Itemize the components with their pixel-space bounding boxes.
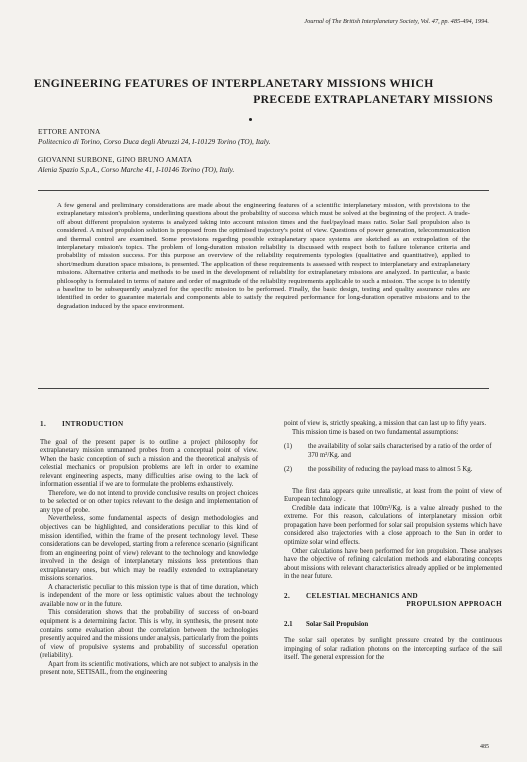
subsection-number: 2.1 xyxy=(284,620,293,628)
paragraph: The first data appears quite unrealistic, at least from the point of view of European technology . xyxy=(284,487,502,504)
author-block-1 xyxy=(38,127,271,147)
section-number: 2. xyxy=(284,591,291,600)
list-text: the availability of solar sails characterised by a ratio of the order of 370 m²/Kg. and xyxy=(308,443,492,459)
paragraph: This mission time is based on two fundamental assumptions: xyxy=(292,428,459,436)
list-text: the possibility of reducing the payload mass to almost 5 Kg. xyxy=(308,466,473,474)
right-column xyxy=(284,420,502,663)
paragraph: A characteristic peculiar to this mission type is that of time duration, which is independent of the more or less optimistic values about the technology available now or in the future. xyxy=(40,583,258,608)
section-title-line-1: CELESTIAL MECHANICS AND xyxy=(306,591,419,600)
paragraph: Apart from its scientific motivations, which are not subject to analysis in the present note, SETISAIL, from the engineering xyxy=(40,660,258,677)
bottom-divider xyxy=(38,388,489,389)
title-line-2: PRECEDE EXTRAPLANETARY MISSIONS xyxy=(253,93,493,106)
page-number: 485 xyxy=(480,744,489,750)
author-names: ETTORE ANTONA xyxy=(38,127,101,136)
decorative-dot xyxy=(249,118,252,121)
section-number: 1. xyxy=(40,420,47,428)
author-names: GIOVANNI SURBONE, GINO BRUNO AMATA xyxy=(38,155,193,164)
paragraph: Nevertheless, some fundamental aspects of design methodologies and objectives can be highlighted, and considerations peculiar to this kind of mission identified, within the frame of the present technology level. These considerations can be developed, starting from a reference scenario (significant from an engineering point of view) relevant to the technology and knowledge involved in the design of interplanetary missions less pretentious than extraplanetary ones, but which may be readily extended to extraplanetary missions scenarios. xyxy=(40,515,258,583)
paragraph: The solar sail operates by sunlight pressure created by the continuous impinging of solar radiation photons on the intercepting surface of the sail itself. The general expression for the xyxy=(284,637,502,662)
paragraph: point of view is, strictly speaking, a mission that can last up to fifty years. xyxy=(284,420,487,427)
subsection-heading xyxy=(284,621,502,630)
author-affiliation: Politecnico di Torino, Corso Duca degli Abruzzi 24, I-10129 Torino (TO), Italy. xyxy=(38,137,271,147)
title-line-1: ENGINEERING FEATURES OF INTERPLANETARY MISSIONS WHICH xyxy=(34,77,434,90)
author-affiliation: Alenia Spazio S.p.A., Corso Marche 41, I-10146 Torino (TO), Italy. xyxy=(38,165,235,175)
paragraph: This consideration shows that the probability of success of on-board equipment is a determining factor. This is why, in synthesis, the present note contains some evaluation about the correlation between the technologies presently acquired and the missions under analysis, particularly from the points of view of propulsive systems and probability of successful operation (reliability). xyxy=(40,609,258,660)
list-number: (1) xyxy=(284,443,292,451)
abstract: A few general and preliminary considerations are made about the engineering features of a scientific interplanetary mission, with provisions to the extraplanetary mission's problems, underlining questions about the probability of success which must be solved at the beginning of the project. A trade-off about different propulsion systems is analyzed taking into account mission times and the fuel/payload mass ratio. Solar Sail propulsion also is considered. A mixed propulsion solution is proposed from the optimised trajectory's point of view. Questions of power generation, telecommunication and thermal control are examined. Some provisions regarding possible extraplanetary space systems are sketched as an extrapolation of the interplanetary mission's topics. The problem of long-duration mission reliability is discussed with respect both to failure tolerance criteria and probability of mission success. For this purpose an overview of the reliability requirements typologies (qualitative and quantitative), applied to short/medium duration space missions, is presented. The application of these requirements is assessed with respect to interplanetary and extraplanetary missions. Alternative criteria and methods to be used in the development of reliability for extraplanetary missions are analyzed. In particular, a basic philosophy is formulated in terms of nature and order of magnitude of the reliability requirements applicable to such a mission. The scope is to identify a baseline to be subsequently analyzed for the specific mission to be performed. Finally, the basic design, testing and quality assurance rules are identified in order to guarantee materials and components able to satisfy the required performance for long-duration operative missions and to the degradation induced by the space environment. xyxy=(57,202,470,310)
paragraph: Credible data indicate that 100m²/Kg. is a value already pushed to the extreme. For this reason, calculations of interplanetary mission orbit propagation have been performed for solar sail propulsion systems which have considered also trajectories with a close approach to the Sun in order to optimize solar wind effects. xyxy=(284,504,502,547)
paper-title xyxy=(34,76,493,108)
section-heading xyxy=(284,592,502,609)
list-item xyxy=(284,466,502,475)
paragraph: Other calculations have been performed for ion propulsion. These analyses have the objective of refining calculation methods and elaborating concepts about missions with relevant characteristics already applied or be implemented in the near future. xyxy=(284,547,502,581)
author-block-2 xyxy=(38,155,234,175)
section-title: INTRODUCTION xyxy=(62,420,124,428)
section-title-line-2: PROPULSION APPROACH xyxy=(406,600,502,609)
top-divider xyxy=(38,190,489,191)
list-item xyxy=(284,443,502,460)
subsection-title: Solar Sail Propulsion xyxy=(306,620,369,628)
paragraph: The goal of the present paper is to outline a project philosophy for extraplanetary mission unmanned probes from a conceptual point of view. When the basic conception of such a mission and the theoretical analysis of celestial mechanics or propulsion problems are left in order to examine relevant engineering aspects, many difficulties arise owing to the lack of information essential if we are to formulate the problems exhaustively. xyxy=(40,438,258,489)
paragraph: Therefore, we do not intend to provide conclusive results on project choices to be selected or on other topics relevant to the design and implementation of any type of probe. xyxy=(40,489,258,514)
left-column xyxy=(40,420,258,678)
section-heading xyxy=(40,420,258,429)
list-number: (2) xyxy=(284,466,292,474)
journal-header: Journal of The British Interplanetary Society, Vol. 47, pp. 485-494, 1994. xyxy=(304,18,489,25)
